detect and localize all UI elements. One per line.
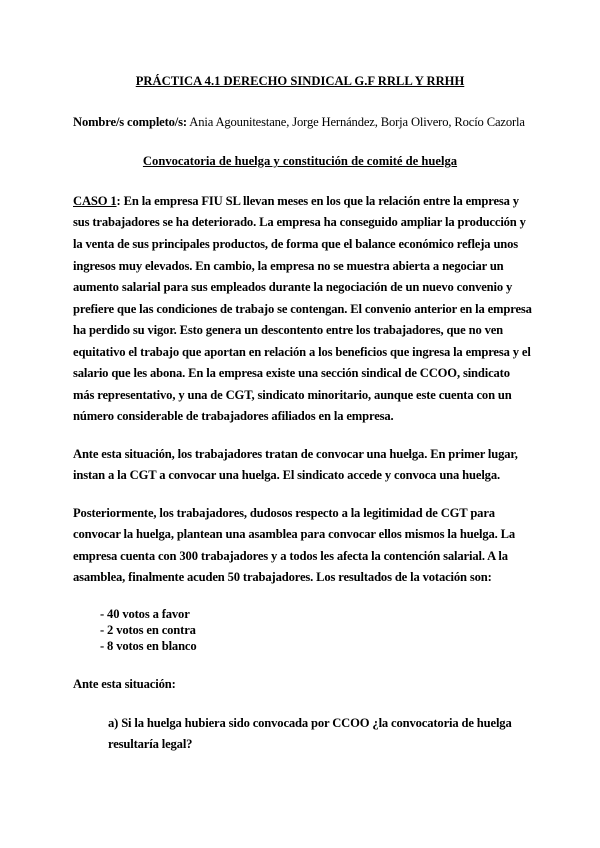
para3-line-4: asamblea, finalmente acuden 50 trabajadores. Los resultados de la votación son: <box>73 570 492 584</box>
authors-label: Nombre/s completo/s: <box>73 115 187 129</box>
case1-line-8: equitativo el trabajo que aportan en relación a los beneficios que ingresa la empresa y el <box>73 345 531 359</box>
case1-line-3: la venta de sus principales productos, de forma que el balance económico refleja unos <box>73 237 519 251</box>
para3-line-2: convocar la huelga, plantean una asamblea para convocar ellos mismos la huelga. La <box>73 527 516 541</box>
case1-line-1 <box>73 193 519 209</box>
authors-names: Ania Agounitestane, Jorge Hernández, Borja Olivero, Rocío Cazorla <box>186 115 525 129</box>
section-subtitle <box>0 154 600 169</box>
case1-line-7: ha perdido su vigor. Esto genera un descontento entre los trabajadores, que no ven <box>73 323 504 337</box>
question-a-line-2: resultaría legal? <box>108 737 193 751</box>
authors-line <box>73 114 525 130</box>
para3-line-1: Posteriormente, los trabajadores, dudosos respecto a la legitimidad de CGT para <box>73 506 495 520</box>
document-title <box>0 74 600 89</box>
para3-line-3: empresa cuenta con 300 trabajadores y a todos les afecta la contención salarial. A la <box>73 549 508 563</box>
vote-item-blanco: - 8 votos en blanco <box>100 639 197 653</box>
case1-line-4: ingresos muy elevados. En cambio, la empresa no se muestra abierta a negociar un <box>73 259 504 273</box>
case1-line-1-text: : En la empresa FIU SL llevan meses en los que la relación entre la empresa y <box>116 194 519 208</box>
case1-line-6: prefiere que las condiciones de trabajo se contengan. El convenio anterior en la empresa <box>73 302 532 316</box>
para4-line: Ante esta situación: <box>73 677 176 691</box>
document-title-text: PRÁCTICA 4.1 DERECHO SINDICAL G.F RRLL Y RRHH <box>135 74 465 88</box>
section-subtitle-text: Convocatoria de huelga y constitución de comité de huelga <box>142 154 458 168</box>
case1-line-10: más representativo, y una de CGT, sindicato minoritario, aunque este cuenta con un <box>73 388 512 402</box>
question-a-line-1: a) Si la huelga hubiera sido convocada por CCOO ¿la convocatoria de huelga <box>108 716 512 730</box>
vote-item-favor: - 40 votos a favor <box>100 607 190 621</box>
case1-line-5: aumento salarial para sus empleados durante la negociación de un nuevo convenio y <box>73 280 513 294</box>
case1-label: CASO 1 <box>73 194 117 208</box>
para2-line-2: instan a la CGT a convocar una huelga. El sindicato accede y convoca una huelga. <box>73 468 500 482</box>
para2-line-1: Ante esta situación, los trabajadores tratan de convocar una huelga. En primer lugar, <box>73 447 518 461</box>
case1-line-11: número considerable de trabajadores afiliados en la empresa. <box>73 409 394 423</box>
vote-item-contra: - 2 votos en contra <box>100 623 196 637</box>
case1-line-2: sus trabajadores se ha deteriorado. La empresa ha conseguido ampliar la producción y <box>73 215 526 229</box>
case1-line-9: salario que les abona. En la empresa existe una sección sindical de CCOO, sindicato <box>73 366 510 380</box>
